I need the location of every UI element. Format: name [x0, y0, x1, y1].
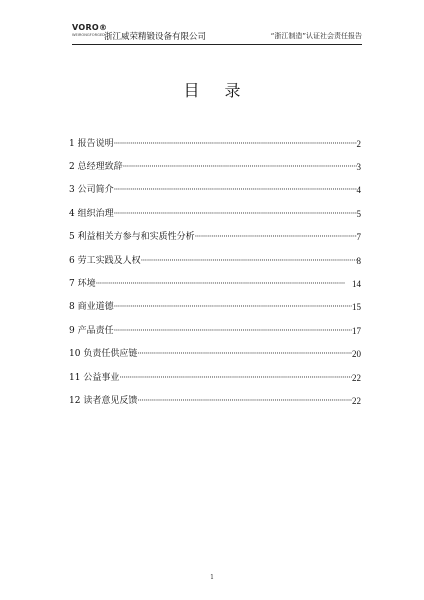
toc-entry[interactable] — [69, 272, 361, 295]
toc-entry[interactable] — [69, 202, 361, 225]
toc-entry-page: 3 — [356, 162, 361, 173]
toc-leader-dots — [114, 302, 352, 312]
toc-leader-dots — [137, 396, 352, 406]
logo-wordmark: VORO® — [72, 23, 108, 32]
toc-leader-dots — [123, 162, 357, 172]
toc-leader-dots — [137, 349, 352, 359]
toc-entry-label: 9 产品责任 — [69, 325, 114, 336]
toc-leader-dots — [114, 209, 357, 219]
toc-leader-dots — [141, 256, 357, 266]
toc-entry[interactable] — [69, 226, 361, 249]
toc-leader-dots — [119, 373, 352, 383]
toc-entry-page: 22 — [352, 395, 361, 406]
toc-leader-dots — [195, 232, 357, 242]
toc-entry-label: 8 商业道德 — [69, 302, 114, 313]
toc-entry[interactable] — [69, 319, 361, 342]
toc-entry-page: 5 — [356, 208, 361, 219]
toc-entry-label: 5 利益相关方参与和实质性分析 — [69, 232, 195, 243]
toc-entry-page: 15 — [352, 302, 361, 313]
toc-leader-dots — [114, 185, 357, 195]
toc-entry[interactable] — [69, 296, 361, 319]
page-header — [72, 22, 362, 45]
toc-title: 目 录 — [183, 81, 251, 100]
toc-entry-page: 4 — [356, 185, 361, 196]
toc-entry[interactable] — [69, 155, 361, 178]
toc-entry-label: 12 读者意见反馈 — [69, 395, 138, 406]
toc-entry-label: 7 环境 — [69, 279, 96, 290]
toc-leader-dots — [96, 279, 352, 289]
toc-leader-dots — [114, 139, 357, 149]
logo-subtext: WEIRONGFORGED — [72, 33, 105, 37]
toc-entry-page: 8 — [356, 255, 361, 266]
toc-entry-page: 17 — [352, 325, 361, 336]
toc-entry-page: 2 — [356, 138, 361, 149]
toc-entry-page: 20 — [352, 349, 361, 360]
toc-entry[interactable] — [69, 343, 361, 366]
page-number: 1 — [210, 574, 214, 581]
company-logo — [72, 23, 108, 40]
toc-entry[interactable] — [69, 389, 361, 412]
toc-entry-page: 22 — [352, 372, 361, 383]
toc-entry[interactable] — [69, 132, 361, 155]
toc-entry-label: 1 报告说明 — [69, 138, 114, 149]
table-of-contents — [69, 132, 361, 413]
toc-entry-label: 3 公司简介 — [69, 185, 114, 196]
toc-entry-label: 4 组织治理 — [69, 208, 114, 219]
toc-entry-label: 2 总经理致辞 — [69, 162, 123, 173]
company-name: 浙江威荣精锻设备有限公司 — [104, 32, 207, 42]
toc-entry[interactable] — [69, 366, 361, 389]
toc-entry[interactable] — [69, 249, 361, 272]
toc-entry-label: 6 劳工实践及人权 — [69, 255, 141, 266]
toc-entry-page: 7 — [356, 232, 361, 243]
report-name: “浙江制造”认证社会责任报告 — [270, 32, 362, 40]
toc-leader-dots — [114, 326, 352, 336]
toc-entry-page: 14 — [352, 279, 361, 290]
toc-entry[interactable] — [69, 179, 361, 202]
toc-entry-label: 10 负责任供应链 — [69, 349, 138, 360]
toc-entry-label: 11 公益事业 — [69, 372, 120, 383]
